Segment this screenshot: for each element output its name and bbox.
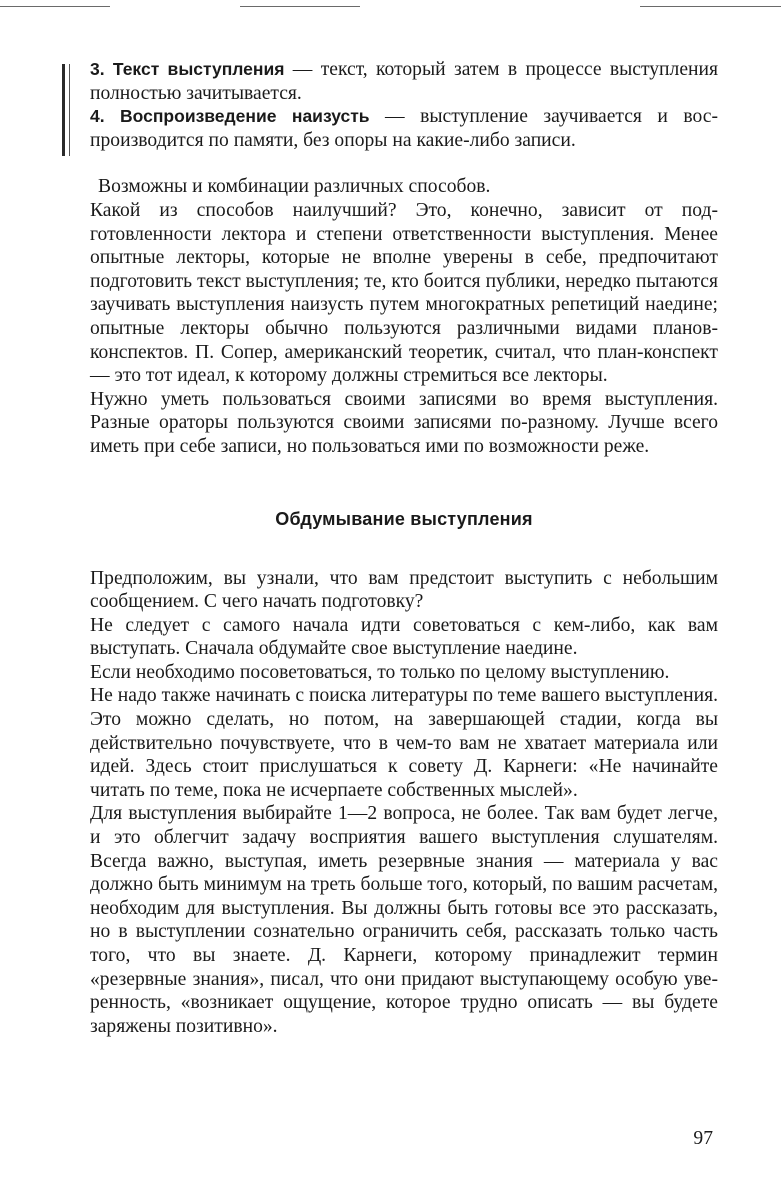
list-item (90, 105, 718, 152)
top-rule-left (0, 6, 110, 7)
margin-bar-thin (69, 64, 70, 156)
paragraph: Предположим, вы узнали, что вам предстоит выступить с небольшим сообщением. С чего начать подготовку? (90, 567, 718, 613)
list-item (90, 58, 718, 105)
list-term: 3. Текст выступления (90, 59, 285, 79)
paragraph: Если необходимо посоветоваться, то только по целому выступлению. (90, 661, 670, 683)
section-heading: Обдумывание выступления (275, 508, 533, 529)
margin-bar (62, 64, 65, 156)
top-rule-middle (240, 6, 360, 7)
page-body (90, 58, 718, 1038)
page-number: 97 (693, 1128, 713, 1149)
paragraph: Не надо также начинать с поиска литературы по теме вашего выступления. Это можно сделать, но потом, на завершающей стадии, когда вы действительно почувствуете, что в чем-то вам не хватает материала или идей. Здесь стоит прислушаться к совету Д. Карнеги: «Не начинайте читать по теме, пока не исчерпаете собственных мыслей». (90, 685, 718, 801)
list-term: 4. Воспроизведение наизусть (90, 106, 370, 127)
paragraph: Не следует с самого начала идти советоваться с кем-либо, как вам выступать. Сначала обдумайте свое выступление наедине. (90, 614, 718, 660)
list-text: — текст, который затем в процессе выступления полностью зачитывается. (90, 59, 719, 104)
paragraph: Для выступления выбирайте 1—2 вопроса, не более. Так вам будет легче, и это облегчит задачу восприятия вашего выступления слушателям. Всегда важно, выступая, иметь резервные знания — материала у вас должно быть минимум на треть больше того, который, по вашим расчетам, необходим для выступления. Вы должны быть готовы все это рассказать, но в выступлении сознательно ограничить себя, рассказать только часть того, что вы знаете. Д. Карнеги, которому принадлежит термин «резервные знания», писал, что они придают выступающему особую уверенность, «возникает ощущение, которое трудно описать — вы будете заряжены позитивно». (90, 803, 718, 1037)
paragraph: Нужно уметь пользоваться своими записями во время выступления. Разные ораторы пользуются своими записями по-разному. Лучше всего иметь при себе записи, но пользоваться ими по возможности реже. (90, 388, 718, 457)
paragraph: Какой из способов наилучший? Это, конечно, зависит от подготовленности лектора и степени ответственности выступления. Менее опытные лекторы, которые не вполне уверены в себе, предпочитают подготовить текст выступления; те, кто боится публики, нередко пытаются заучивать выступления наизусть путем многократных репетиций наедине; опытные лекторы обычно пользуются различными видами планов-конспектов. П. Сопер, американский теоретик, считал, что план-конспект — это тот идеал, к которому должны стремиться все лекторы. (90, 199, 718, 387)
paragraph: Возможны и комбинации различных способов. (98, 176, 491, 198)
spacer (90, 152, 718, 175)
list-text: — выступление заучивается и воспроизводится по памяти, без опоры на какие-либо записи. (90, 106, 718, 151)
top-rule-right (640, 6, 781, 7)
